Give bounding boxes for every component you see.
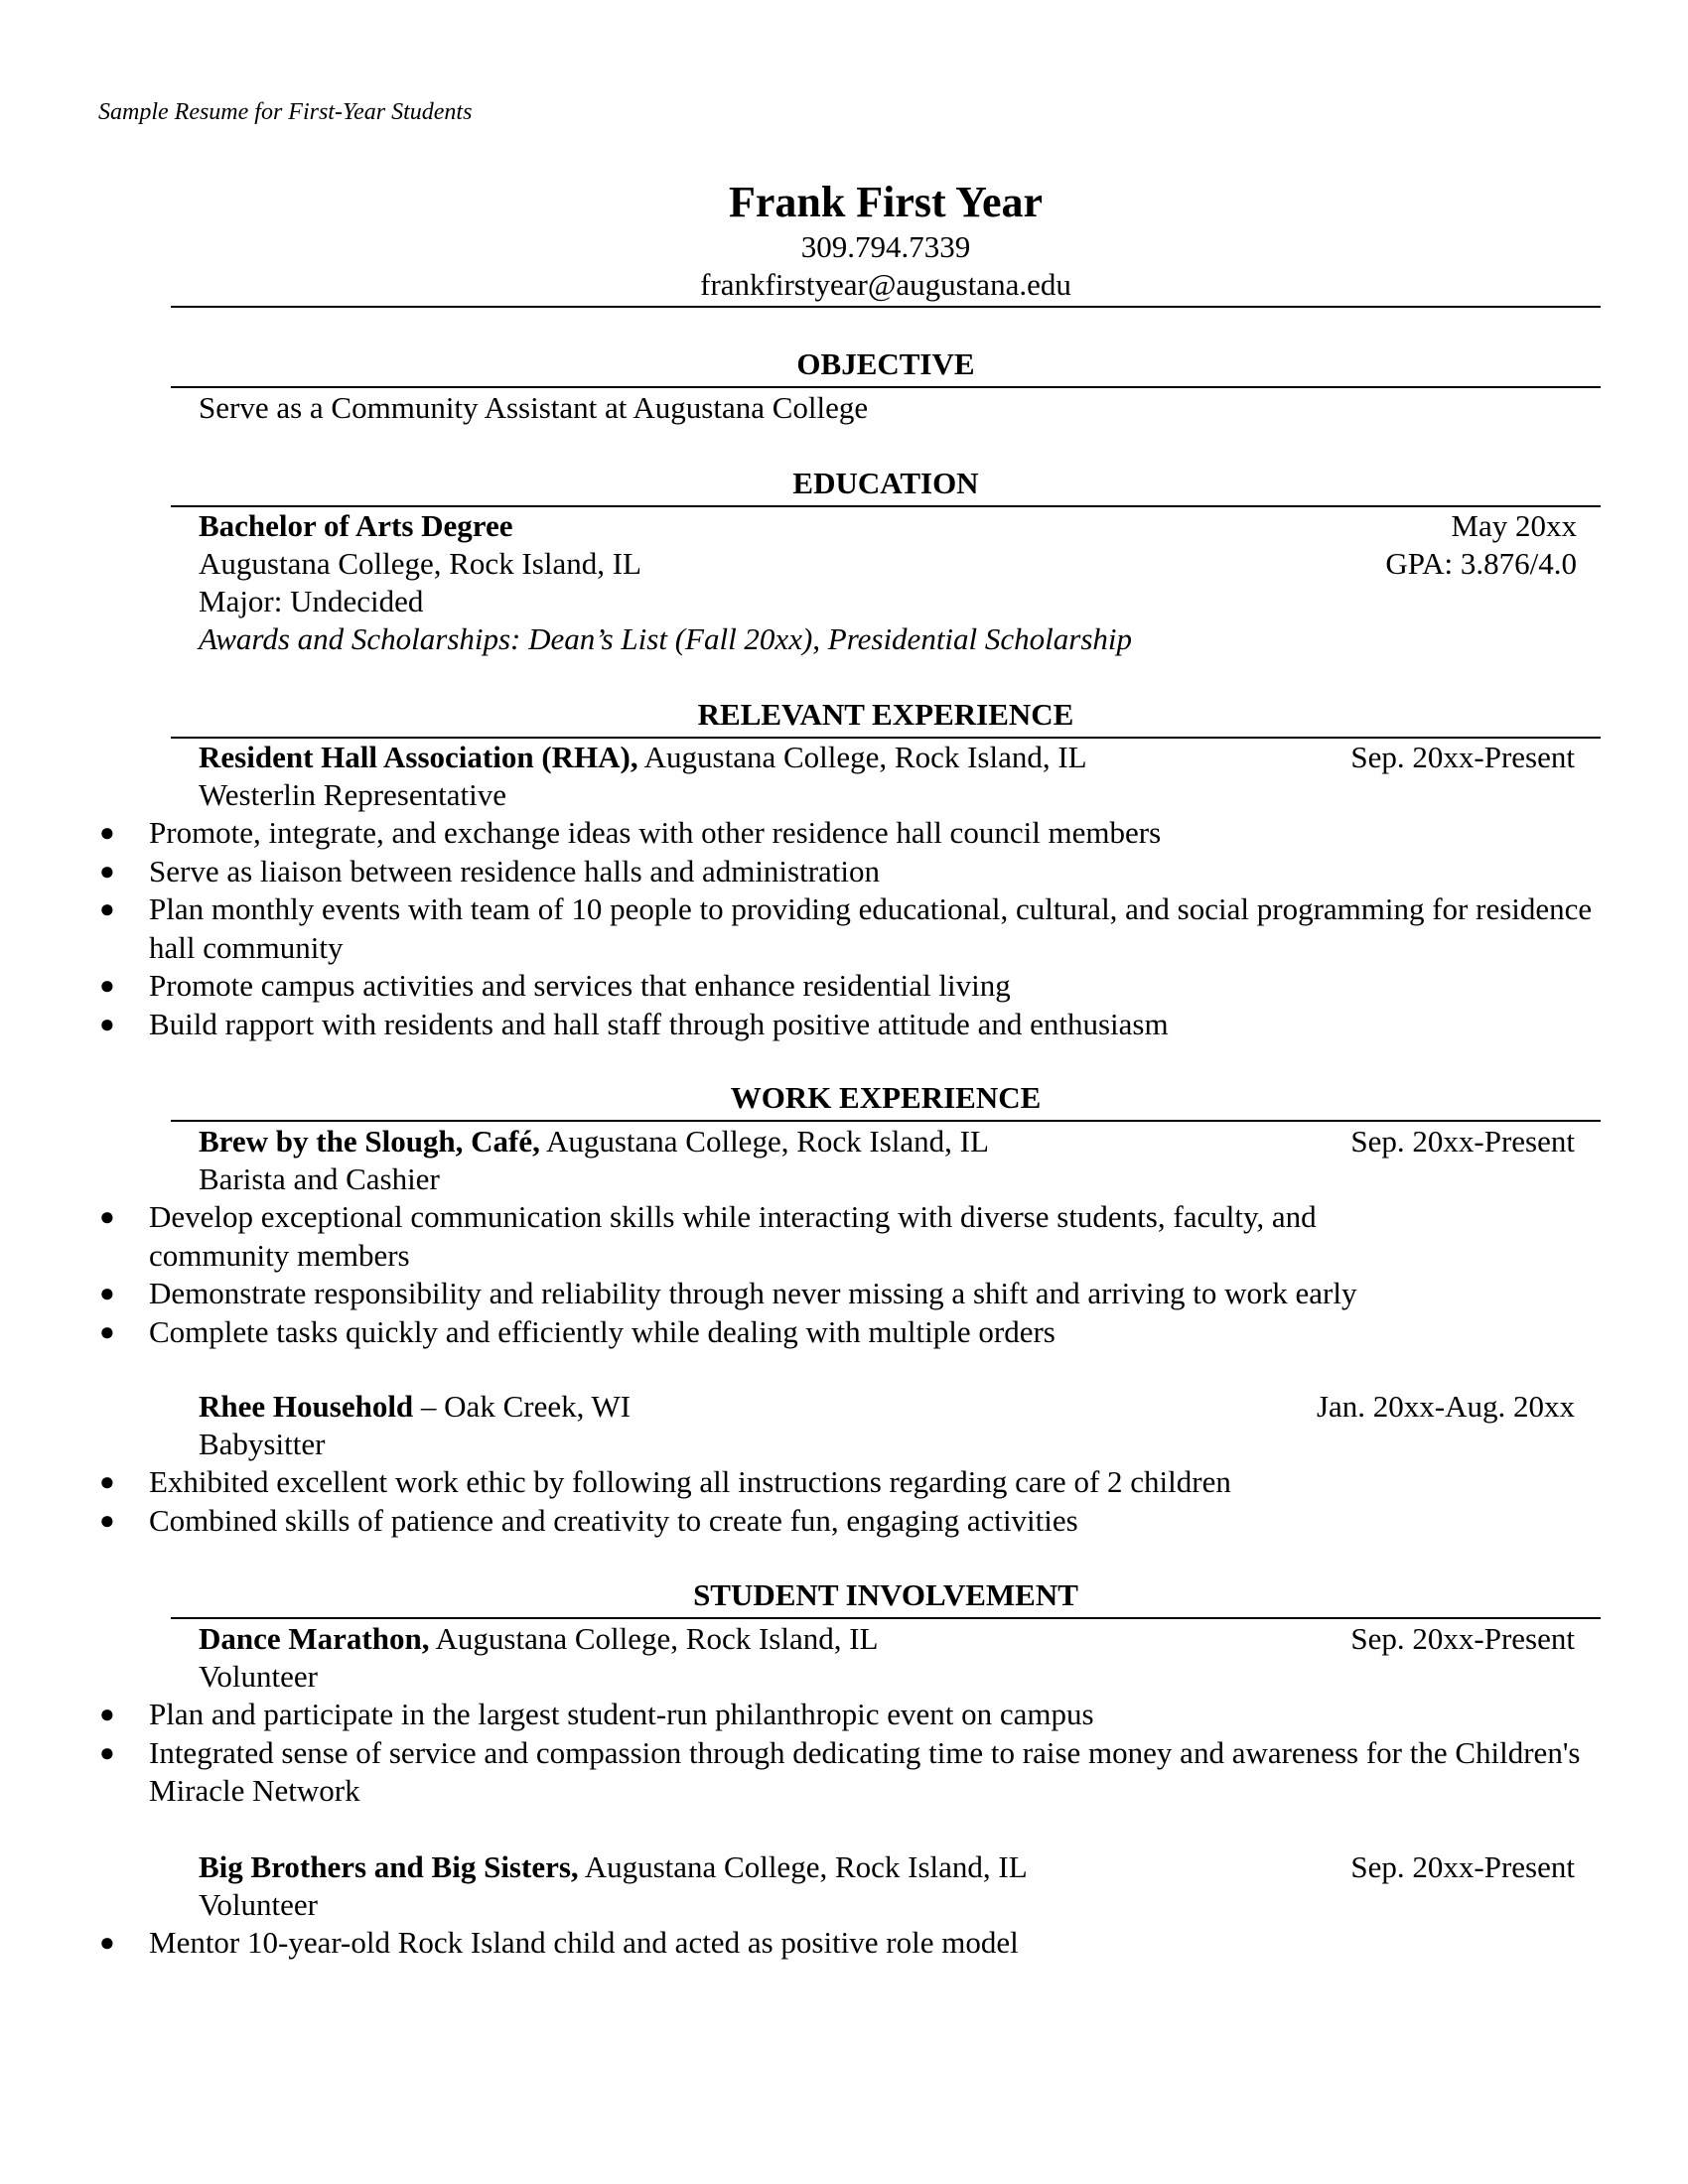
- entry-org-line: [199, 1848, 1028, 1886]
- bullet-icon: ●: [99, 971, 115, 1000]
- work-experience-rule: [171, 1120, 1601, 1122]
- bullet-icon: ●: [99, 1928, 115, 1957]
- bullet-list: [99, 1924, 1609, 1963]
- phone-number: 309.794.7339: [800, 229, 971, 264]
- gpa: GPA: 3.876/4.0: [1385, 546, 1577, 581]
- entry-org-line: [199, 739, 1087, 776]
- bullet-item: ● Complete tasks quickly and efficiently while dealing with multiple orders: [99, 1313, 1430, 1352]
- entry-org-line: [199, 1123, 989, 1160]
- entry-org: Resident Hall Association (RHA),: [199, 740, 638, 774]
- entry-org-line: [199, 1620, 878, 1658]
- bullet-icon: ●: [99, 894, 115, 923]
- bullet-item: ● Plan monthly events with team of 10 people to providing educational, cultural, and social programming for residence hall community: [99, 891, 1593, 965]
- entry-org: Rhee Household: [199, 1389, 414, 1424]
- major: Major: Undecided: [199, 584, 424, 618]
- school-name: Augustana College, Rock Island, IL: [199, 546, 641, 581]
- entry-role: Westerlin Representative: [199, 777, 506, 812]
- objective-heading: OBJECTIVE: [796, 346, 975, 381]
- entry-location: Augustana College, Rock Island, IL: [578, 1849, 1028, 1884]
- entry-role: Volunteer: [199, 1887, 318, 1922]
- entry-org: Big Brothers and Big Sisters,: [199, 1849, 579, 1884]
- bullet-item: ● Promote campus activities and services that enhance residential living: [99, 967, 1609, 1006]
- bullet-item: ● Plan and participate in the largest student-run philanthropic event on campus: [99, 1696, 1609, 1734]
- work-experience-heading: WORK EXPERIENCE: [730, 1080, 1042, 1115]
- objective-rule: [171, 386, 1601, 388]
- document-caption: Sample Resume for First-Year Students: [98, 99, 473, 125]
- entry-role: Babysitter: [199, 1427, 326, 1461]
- email-address: frankfirstyear@augustana.edu: [700, 267, 1071, 302]
- entry-location: Augustana College, Rock Island, IL: [637, 740, 1087, 774]
- bullet-icon: ●: [99, 1009, 115, 1038]
- degree-title: Bachelor of Arts Degree: [199, 508, 513, 543]
- bullet-icon: ●: [99, 1467, 115, 1496]
- entry-role: Barista and Cashier: [199, 1161, 440, 1196]
- entry-date: Sep. 20xx-Present: [1350, 1124, 1575, 1159]
- entry-role: Volunteer: [199, 1659, 318, 1694]
- entry-org: Brew by the Slough, Café,: [199, 1124, 540, 1159]
- entry-date: Sep. 20xx-Present: [1350, 740, 1575, 774]
- graduation-date: May 20xx: [1451, 508, 1577, 543]
- bullet-icon: ●: [99, 1737, 115, 1767]
- bullet-item: ● Integrated sense of service and compassion through dedicating time to raise money and awareness for the Children's Miracle Network: [99, 1734, 1581, 1808]
- bullet-icon: ●: [99, 818, 115, 847]
- bullet-item: ● Mentor 10-year-old Rock Island child and acted as positive role model: [99, 1924, 1609, 1963]
- student-involvement-rule: [171, 1617, 1601, 1619]
- header-rule: [171, 306, 1601, 308]
- bullet-item: ● Develop exceptional communication skills while interacting with diverse students, faculty, and community members: [99, 1199, 1317, 1273]
- bullet-item: ● Demonstrate responsibility and reliability through never missing a shift and arriving to work early: [99, 1275, 1430, 1313]
- bullet-item: ● Exhibited excellent work ethic by following all instructions regarding care of 2 children: [99, 1463, 1609, 1502]
- student-involvement-heading: STUDENT INVOLVEMENT: [693, 1577, 1078, 1612]
- entry-org-line: [199, 1388, 631, 1426]
- bullet-icon: ●: [99, 1316, 115, 1346]
- bullet-list: [99, 1198, 1430, 1351]
- entry-date: Sep. 20xx-Present: [1350, 1849, 1575, 1884]
- bullet-item: ● Promote, integrate, and exchange ideas with other residence hall council members: [99, 814, 1609, 853]
- relevant-experience-heading: RELEVANT EXPERIENCE: [697, 697, 1074, 732]
- entry-location: Augustana College, Rock Island, IL: [429, 1621, 879, 1656]
- bullet-icon: ●: [99, 856, 115, 886]
- bullet-item: ● Combined skills of patience and creativity to create fun, engaging activities: [99, 1502, 1609, 1541]
- entry-location: Augustana College, Rock Island, IL: [539, 1124, 989, 1159]
- bullet-item: ● Build rapport with residents and hall staff through positive attitude and enthusiasm: [99, 1006, 1609, 1044]
- awards: Awards and Scholarships: Dean’s List (Fall 20xx), Presidential Scholarship: [199, 621, 1133, 656]
- entry-org: Dance Marathon,: [199, 1621, 430, 1656]
- entry-location: – Oak Creek, WI: [413, 1389, 632, 1424]
- bullet-list: [99, 814, 1609, 1043]
- bullet-item: ● Serve as liaison between residence halls and administration: [99, 853, 1609, 891]
- bullet-icon: ●: [99, 1279, 115, 1307]
- objective-text: Serve as a Community Assistant at Augustana College: [199, 390, 869, 425]
- bullet-icon: ●: [99, 1700, 115, 1728]
- bullet-list: [99, 1696, 1609, 1811]
- education-heading: EDUCATION: [792, 466, 979, 500]
- applicant-name: Frank First Year: [728, 178, 1044, 226]
- entry-date: Sep. 20xx-Present: [1350, 1621, 1575, 1656]
- bullet-icon: ●: [99, 1202, 115, 1231]
- bullet-list: [99, 1463, 1609, 1540]
- bullet-icon: ●: [99, 1505, 115, 1535]
- entry-date: Jan. 20xx-Aug. 20xx: [1316, 1389, 1575, 1424]
